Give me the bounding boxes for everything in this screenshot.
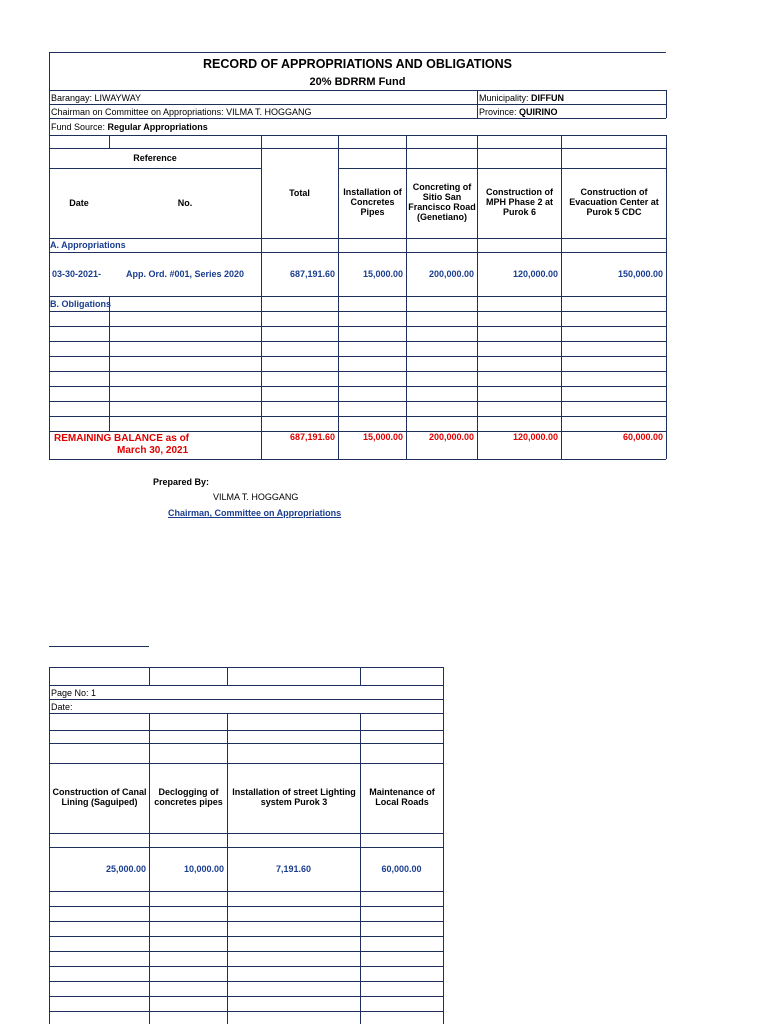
section-appropriations: A. Appropriations	[50, 240, 126, 250]
chairman-field: Chairman on Committee on Appropriations: VILMA T. HOGGANG	[51, 107, 312, 117]
date-header: Date	[69, 198, 89, 208]
col-header-installation: Installation of Concretes Pipes	[343, 187, 402, 217]
balance-mph: 120,000.00	[512, 432, 558, 442]
col-header-evacuation: Construction of Evacuation Center at Purok 5 CDC	[569, 187, 659, 217]
report-title: RECORD OF APPROPRIATIONS AND OBLIGATIONS	[202, 57, 513, 71]
report-subtitle: 20% BDRRM Fund	[309, 76, 406, 88]
col-header-concreting: Concreting of Sitio San Francisco Road (Genetiano)	[408, 182, 476, 222]
balance-label-line1: REMAINING BALANCE as of	[54, 433, 190, 444]
total-header: Total	[289, 188, 310, 198]
balance-concreting: 200,000.00	[428, 432, 474, 442]
preparer-name: VILMA T. HOGGANG	[213, 492, 299, 502]
balance-evacuation: 60,000.00	[622, 432, 663, 442]
col-header-mph: Construction of MPH Phase 2 at Purok 6	[485, 187, 554, 217]
separator-line	[49, 646, 149, 647]
balance-label-line2: March 30, 2021	[117, 445, 189, 456]
balance-installation: 15,000.00	[362, 432, 403, 442]
appropriation-ordinance: App. Ord. #001, Series 2020	[125, 269, 245, 279]
prepared-by-label: Prepared By:	[153, 477, 210, 487]
municipality-field: Municipality: DIFFUN	[479, 93, 565, 103]
page-number: Page No: 1	[51, 688, 97, 698]
appropriation-concreting: 200,000.00	[428, 269, 474, 279]
appropriation-total: 687,191.60	[289, 269, 335, 279]
value-canal: 25,000.00	[105, 864, 146, 874]
fund-source-field: Fund Source: Regular Appropriations	[51, 122, 208, 132]
page2-date-label: Date:	[51, 702, 73, 712]
appropriation-installation: 15,000.00	[362, 269, 403, 279]
value-roads: 60,000.00	[381, 864, 422, 874]
value-declogging: 10,000.00	[183, 864, 224, 874]
appropriation-mph: 120,000.00	[512, 269, 558, 279]
col-header-lighting: Installation of street Lighting system Purok 3	[232, 787, 356, 807]
value-lighting: 7,191.60	[275, 864, 312, 874]
section-obligations: B. Obligations	[50, 299, 112, 309]
preparer-position: Chairman, Committee on Appropriations	[168, 508, 342, 518]
col-header-roads: Maintenance of Local Roads	[369, 787, 435, 807]
barangay-field: Barangay: LIWAYWAY	[51, 93, 142, 103]
reference-header: Reference	[133, 153, 177, 163]
province-field: Province: QUIRINO	[479, 107, 558, 117]
appropriation-date: 03-30-2021-	[52, 269, 102, 279]
balance-total: 687,191.60	[289, 432, 335, 442]
col-header-canal: Construction of Canal Lining (Saguiped)	[52, 787, 147, 807]
appropriation-evacuation: 150,000.00	[617, 269, 663, 279]
col-header-declogging: Declogging of concretes pipes	[154, 787, 223, 807]
no-header: No.	[177, 198, 193, 208]
